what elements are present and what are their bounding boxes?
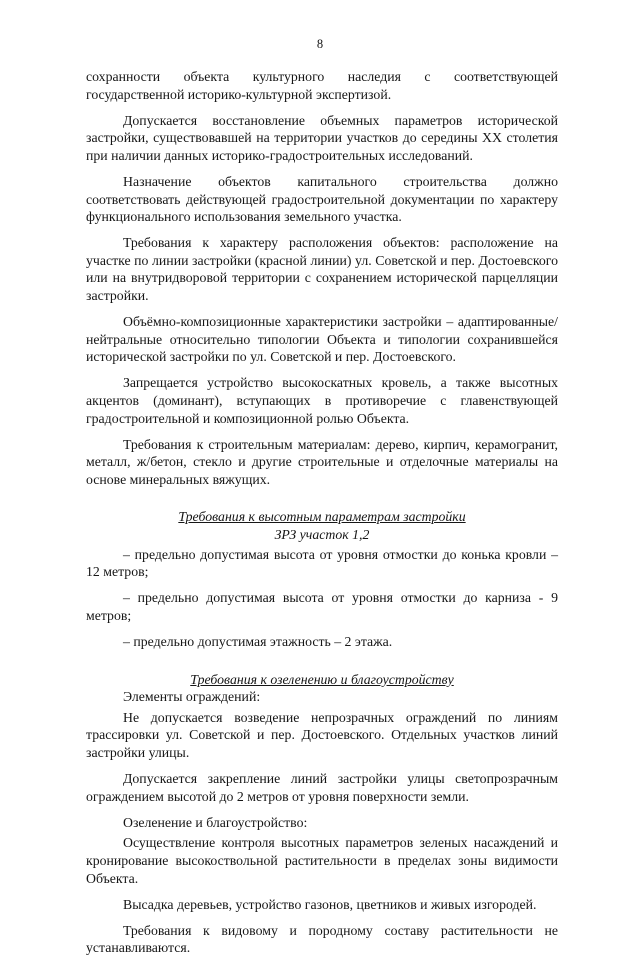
paragraph-restoration: Допускается восстановление объемных параметров исторической застройки, существовавшей на территории участков до середины XX столетия при наличии данных историко-градостроительных исследований. [86, 112, 558, 163]
list-item-ridge-height: – предельно допустимая высота от уровня отмостки до конька кровли – 12 метров; [86, 546, 558, 580]
section-heading-height: Требования к высотным параметрам застройки [178, 509, 466, 525]
paragraph-greening-title: Озеленение и благоустройство: [123, 814, 308, 830]
paragraph-continuation: сохранности объекта культурного наследия с соответствующей государственной историко-культурной экспертизой. [86, 69, 558, 102]
paragraph-prohibition: Запрещается устройство высокоскатных кровель, а также высотных акцентов (доминант), вступающих в противоречие с главенствующей градостроительной и композиционной ролью Объекта. [86, 375, 558, 426]
list-item-cornice-height: – предельно допустимая высота от уровня отмостки до карниза - 9 метров; [86, 590, 558, 623]
list-item-floors: – предельно допустимая этажность – 2 этажа. [123, 634, 393, 650]
paragraph-placement: Требования к характеру расположения объектов: расположение на участке по линии застройки (красной линии) ул. Советской и пер. Достоевского или на внутридворовой территории с сохранением исторической парцелляции застройки. [86, 235, 558, 304]
page-number: 8 [316, 37, 324, 51]
paragraph-materials: Требования к строительным материалам: дерево, кирпич, керамогранит, металл, ж/бетон, стекло и другие строительные и отделочные материалы на основе минеральных вяжущих. [86, 436, 558, 487]
section-subheading-zone: ЗРЗ участок 1,2 [274, 527, 370, 543]
paragraph-fences-allowed: Допускается закрепление линий застройки улицы светопрозрачным ограждением высотой до 2 метров от уровня поверхности земли. [86, 771, 558, 804]
paragraph-greening-control: Осуществление контроля высотных параметров зеленых насаждений и кронирование высокоствольной растительности в пределах зоны видимости Объекта. [86, 835, 558, 886]
paragraph-composition: Объёмно-композиционные характеристики застройки – адаптированные/ нейтральные относительно типологии Объекта и типологии сохранившейся исторической застройки по ул. Советской и пер. Достоевского. [86, 314, 558, 365]
document-body [86, 68, 558, 965]
section-heading-landscaping: Требования к озеленению и благоустройству [190, 671, 454, 687]
paragraph-purpose: Назначение объектов капитального строительства должно соответствовать действующей градостроительной документации по характеру функционального использования земельного участка. [86, 173, 558, 225]
paragraph-fences-prohibition: Не допускается возведение непрозрачных ограждений по линиям трассировки ул. Советской и пер. Достоевского. Отдельных участков линий застройки улицы. [86, 709, 558, 760]
paragraph-fences-title: Элементы ограждений: [123, 689, 261, 705]
paragraph-species: Требования к видовому и породному составу растительности не устанавливаются. [86, 922, 558, 956]
paragraph-planting: Высадка деревьев, устройство газонов, цветников и живых изгородей. [123, 896, 537, 912]
